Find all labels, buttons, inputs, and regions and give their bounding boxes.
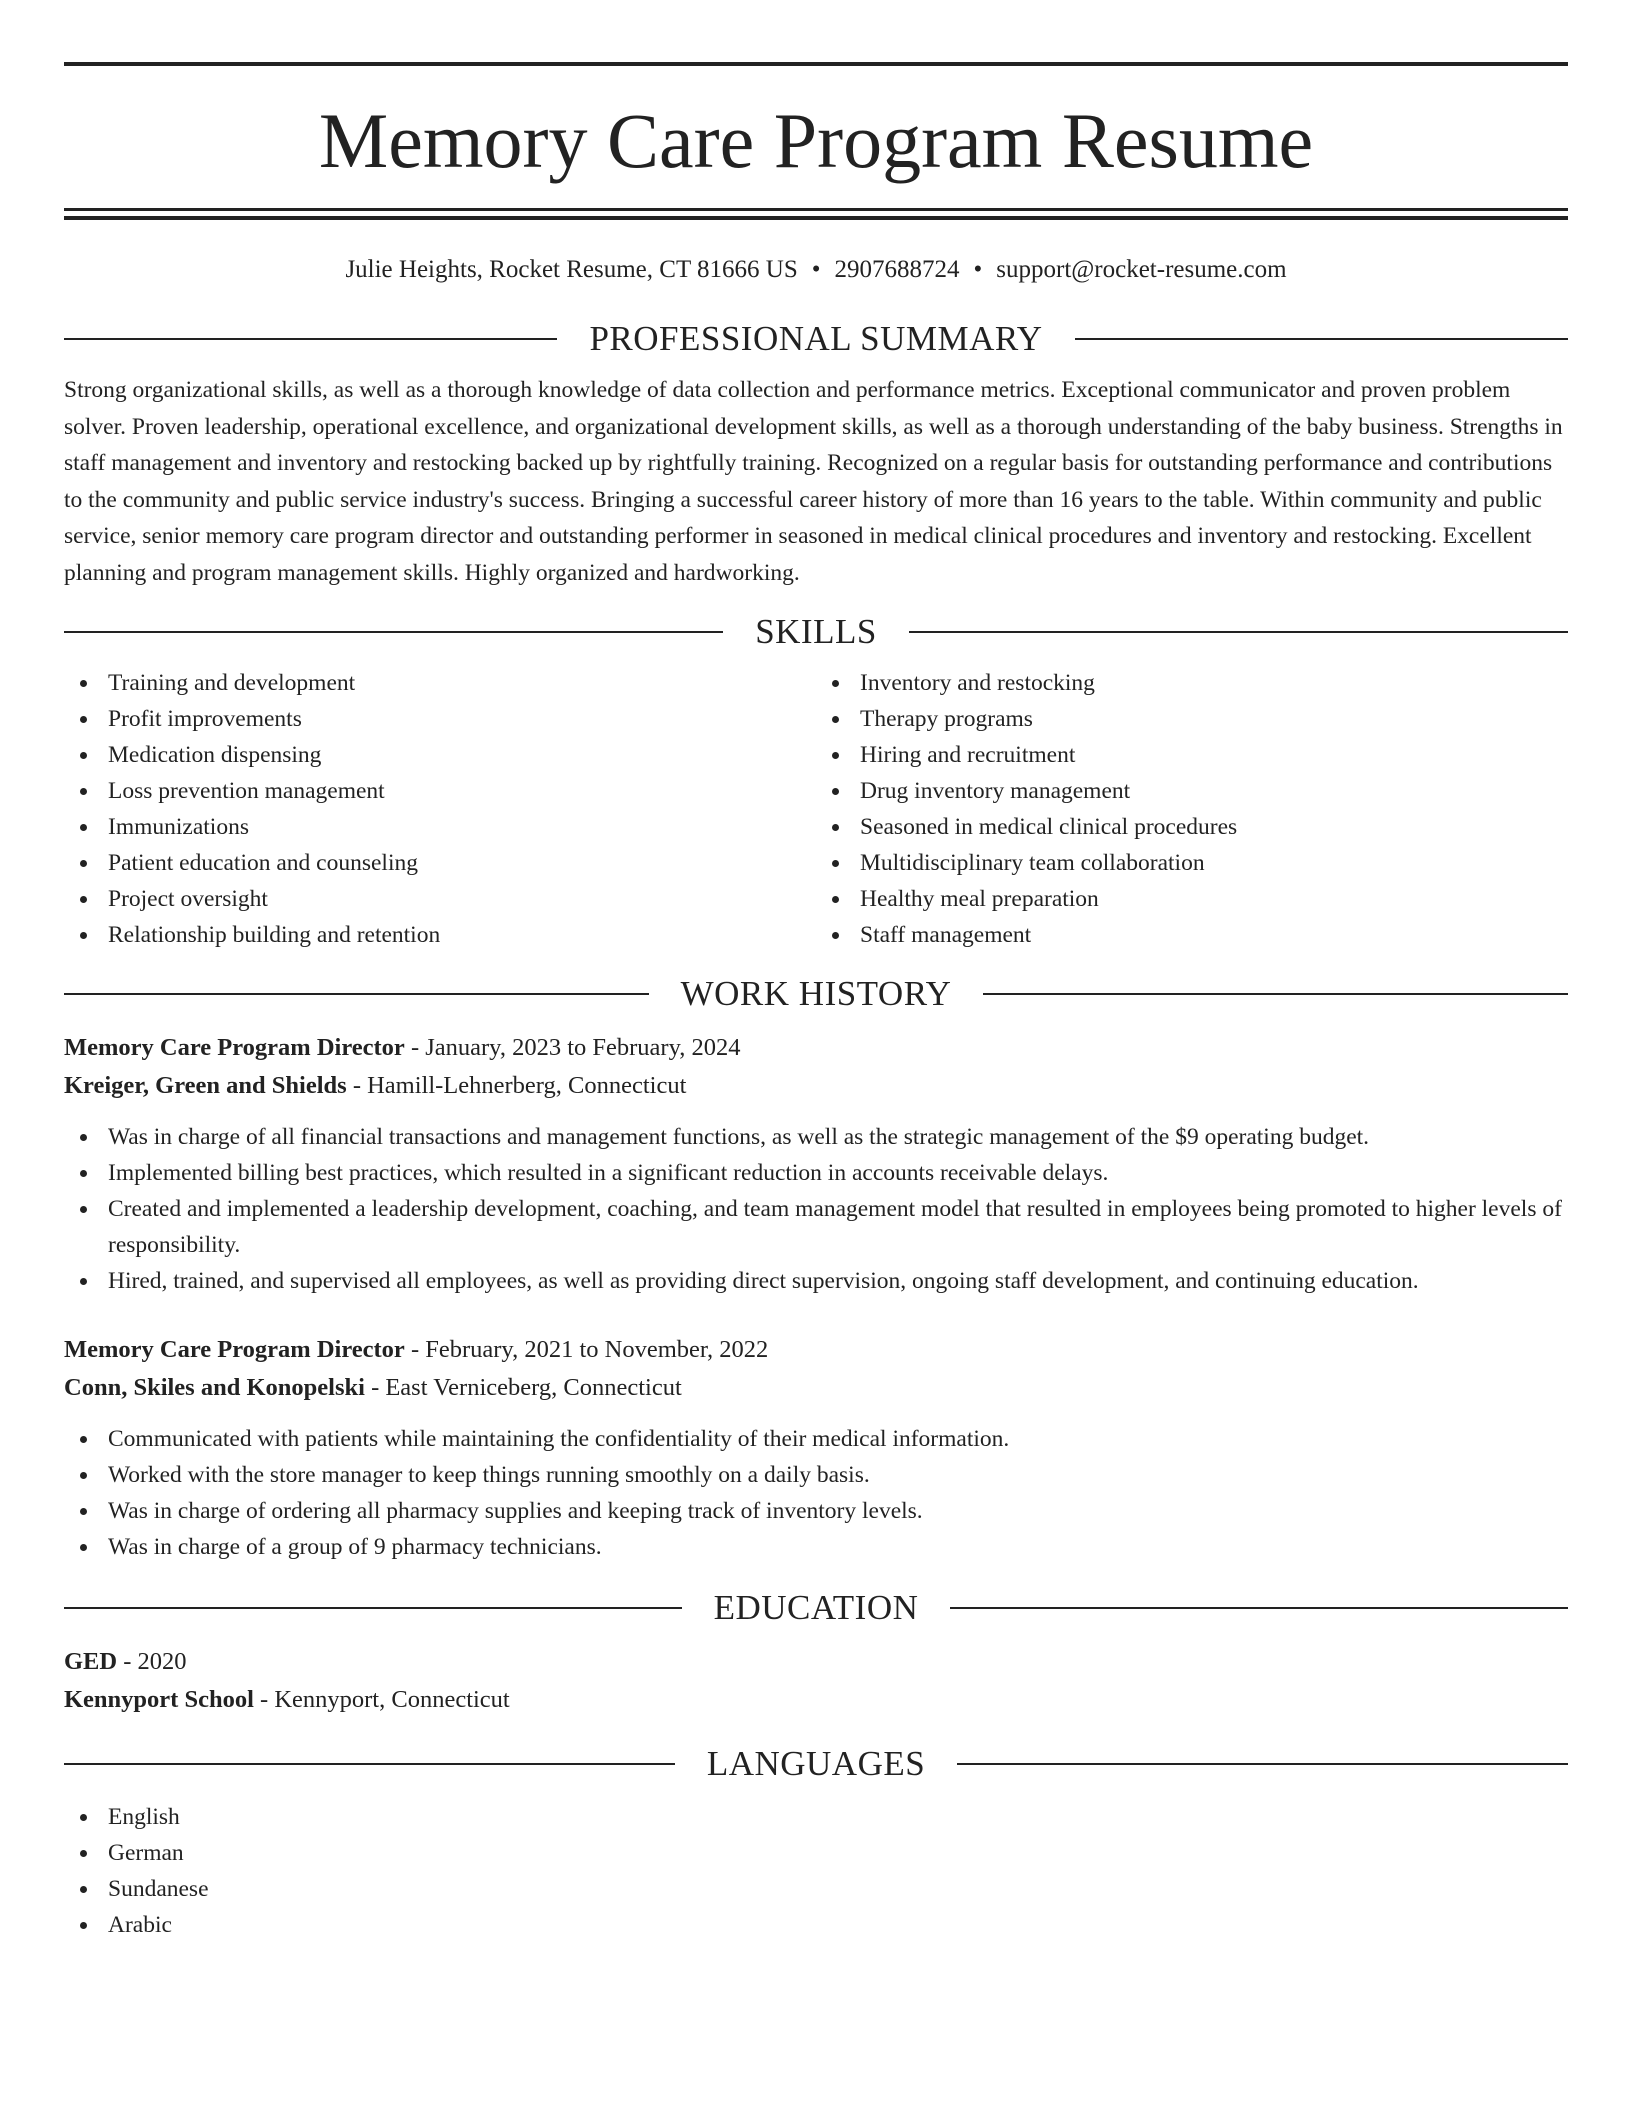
job-location: - East Verniceberg, Connecticut — [364, 1374, 682, 1401]
header-rule-top — [64, 62, 1568, 66]
job-dates: - February, 2021 to November, 2022 — [404, 1336, 769, 1363]
skills-column-left — [64, 665, 816, 953]
contact-line — [64, 256, 1568, 284]
job-bullet: Was in charge of all financial transactions and management functions, as well as the strategic management of the $9 operating budget. — [64, 1119, 1568, 1155]
skills-list — [64, 665, 1568, 953]
education-year: - 2020 — [117, 1648, 187, 1675]
job-entry — [64, 1029, 1568, 1299]
section-header-skills — [64, 611, 1568, 653]
contact-email: support@rocket-resume.com — [996, 256, 1287, 283]
language-item: Sundanese — [64, 1871, 1568, 1907]
section-rule — [64, 1607, 682, 1609]
education-degree: GED — [64, 1648, 118, 1675]
page-title: Memory Care Program Resume — [318, 97, 1314, 184]
skill-item: Multidisciplinary team collaboration — [816, 845, 1568, 881]
language-item: Arabic — [64, 1907, 1568, 1943]
skill-item: Project oversight — [64, 881, 816, 917]
contact-phone: 2907688724 — [834, 256, 960, 283]
section-rule — [64, 1763, 675, 1765]
skill-item: Drug inventory management — [816, 773, 1568, 809]
section-header-work-history — [64, 973, 1568, 1015]
skill-item: Staff management — [816, 917, 1568, 953]
skill-item: Patient education and counseling — [64, 845, 816, 881]
section-title-summary: PROFESSIONAL SUMMARY — [589, 319, 1043, 358]
language-item: German — [64, 1835, 1568, 1871]
section-title-languages: LANGUAGES — [706, 1744, 926, 1783]
job-title-line — [64, 1029, 1568, 1067]
skill-item: Therapy programs — [816, 701, 1568, 737]
skill-item: Seasoned in medical clinical procedures — [816, 809, 1568, 845]
section-title-work-history: WORK HISTORY — [680, 974, 952, 1013]
skill-item: Profit improvements — [64, 701, 816, 737]
section-rule — [957, 1763, 1568, 1765]
job-bullet: Communicated with patients while maintaining the confidentiality of their medical information. — [64, 1421, 1568, 1457]
job-bullet: Implemented billing best practices, which resulted in a significant reduction in accounts receivable delays. — [64, 1155, 1568, 1191]
section-rule — [64, 631, 723, 633]
skill-item: Loss prevention management — [64, 773, 816, 809]
education-entry — [64, 1643, 1568, 1719]
skill-item: Healthy meal preparation — [816, 881, 1568, 917]
section-rule — [64, 993, 649, 995]
professional-summary-text: Strong organizational skills, as well as a thorough knowledge of data collection and performance metrics. Exceptional communicator and proven problem solver. Proven leadership, operational excellence, and organizational development skills, as well as a thorough understanding of the baby business. Strengths in staff management and inventory and restocking backed up by rightfully training. Recognized on a regular basis for outstanding performance and contributions to the community and public service industry's success. Bringing a successful career history of more than 16 years to the table. Within community and public service, senior memory care program director and outstanding performer in seasoned in medical clinical procedures and inventory and restocking. Excellent planning and program management skills. Highly organized and hardworking. — [64, 377, 1563, 586]
job-bullets — [64, 1119, 1568, 1299]
education-school-line — [64, 1681, 1568, 1719]
job-bullets — [64, 1421, 1568, 1565]
job-location: - Hamill-Lehnerberg, Connecticut — [346, 1072, 687, 1099]
section-rule — [1075, 338, 1568, 340]
job-bullet: Hired, trained, and supervised all employees, as well as providing direct supervision, ongoing staff development, and continuing education. — [64, 1263, 1568, 1299]
job-company: Kreiger, Green and Shields — [64, 1072, 347, 1099]
section-rule — [64, 338, 557, 340]
job-company: Conn, Skiles and Konopelski — [64, 1374, 365, 1401]
job-dates: - January, 2023 to February, 2024 — [404, 1034, 741, 1061]
section-title-education: EDUCATION — [713, 1588, 919, 1627]
section-header-education — [64, 1587, 1568, 1629]
section-rule — [909, 631, 1568, 633]
job-bullet: Was in charge of a group of 9 pharmacy technicians. — [64, 1529, 1568, 1565]
section-rule — [983, 993, 1568, 995]
job-title-line — [64, 1331, 1568, 1369]
job-entry — [64, 1331, 1568, 1565]
skill-item: Hiring and recruitment — [816, 737, 1568, 773]
section-rule — [950, 1607, 1568, 1609]
job-company-line — [64, 1067, 1568, 1105]
job-company-line — [64, 1369, 1568, 1407]
job-bullet: Created and implemented a leadership development, coaching, and team management model that resulted in employees being promoted to higher levels of responsibility. — [64, 1191, 1568, 1263]
contact-separator: • — [811, 256, 821, 283]
skill-item: Training and development — [64, 665, 816, 701]
section-header-summary — [64, 318, 1568, 360]
languages-list — [64, 1799, 1568, 1943]
skills-column-right — [816, 665, 1568, 953]
job-bullet: Was in charge of ordering all pharmacy supplies and keeping track of inventory levels. — [64, 1493, 1568, 1529]
skill-item: Immunizations — [64, 809, 816, 845]
education-school: Kennyport School — [64, 1686, 254, 1713]
skill-item: Relationship building and retention — [64, 917, 816, 953]
job-bullet: Worked with the store manager to keep things running smoothly on a daily basis. — [64, 1457, 1568, 1493]
job-title: Memory Care Program Director — [64, 1034, 405, 1061]
section-title-skills: SKILLS — [755, 612, 877, 651]
skill-item: Inventory and restocking — [816, 665, 1568, 701]
education-location: - Kennyport, Connecticut — [253, 1686, 510, 1713]
skill-item: Medication dispensing — [64, 737, 816, 773]
job-title: Memory Care Program Director — [64, 1336, 405, 1363]
contact-address: Julie Heights, Rocket Resume, CT 81666 US — [345, 256, 798, 283]
header-rule-double — [64, 208, 1568, 220]
section-header-languages — [64, 1743, 1568, 1785]
language-item: English — [64, 1799, 1568, 1835]
education-degree-line — [64, 1643, 1568, 1681]
contact-separator: • — [973, 256, 983, 283]
